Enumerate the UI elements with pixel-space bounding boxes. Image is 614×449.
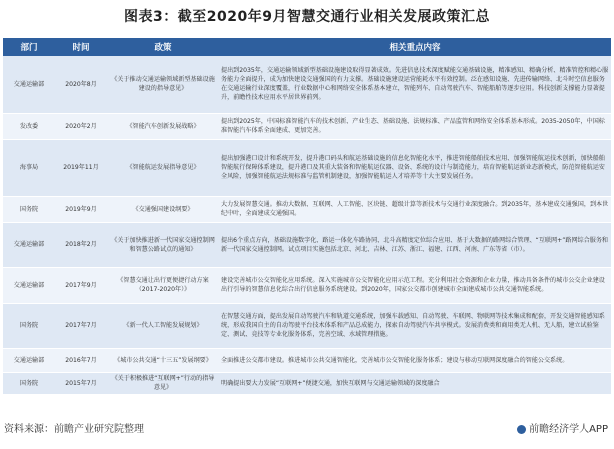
cell-dept: 国务院 [3,303,55,348]
cell-time: 2016年7月 [55,348,107,372]
table-row [3,113,611,139]
cell-dept: 国务院 [3,196,55,222]
cell-content: 在智慧交通方面，提出发展自动驾驶汽车和轨道交通系统，加强车载感知、自动驾驶、车联网、物联网等技术集成和配套，开发交通智能感知系统，形成我国自主的自动驾驶平台技术体系和产品总成能力，探索自动驾驶汽车共享模式。发展消费类和商用类无人机、无人船，建立试验鉴定、测试、竞技等专业化服务体系，完善空域、水域管理措施。 [219,303,611,348]
cell-policy: 《城市公共交通“十三五”发展纲要》 [107,348,219,372]
cell-dept: 交通运输部 [3,267,55,303]
brand-label: 前瞻经济学人APP [529,424,608,435]
cell-time: 2018年2月 [55,222,107,267]
table-row [3,303,611,348]
table-row [3,56,611,113]
table-header-row [3,38,611,56]
cell-policy: 《智慧交通让出行更便捷行动方案（2017-2020年）》 [107,267,219,303]
cell-content: 提出到2025年，中国标准智能汽车的技术创新、产业生态、基础设施、法规标准、产品监管和网络安全体系基本形成。2035-2050年，中国标准智能汽车体系全面建成、更加完善。 [219,113,611,139]
table-row [3,222,611,267]
brand-logo-icon [517,425,526,434]
cell-time: 2019年9月 [55,196,107,222]
cell-content: 明确提出要大力发展“互联网+”便捷交通，加快互联网与交通运输领域的深度融合 [219,372,611,394]
cell-content: 大力发展智慧交通。推动大数据、互联网、人工智能、区块链、超级计算等新技术与交通行业深度融合。到2035年，基本建成交通强国，到本世纪中叶，全面建成交通强国。 [219,196,611,222]
policy-table [3,38,611,395]
cell-policy: 《关于推动交通运输领域新型基础设施建设的指导意见》 [107,56,219,113]
header-content: 相关重点内容 [219,38,611,56]
table-row [3,196,611,222]
page-title: 图表3：截至2020年9月智慧交通行业相关发展政策汇总 [124,9,490,25]
cell-policy: 《关于加快推进新一代国家交通控制网和智慧公路试点的通知》 [107,222,219,267]
cell-time: 2020年8月 [55,56,107,113]
cell-time: 2019年11月 [55,139,107,196]
header-policy: 政策 [107,38,219,56]
cell-time: 2017年9月 [55,267,107,303]
table-row [3,348,611,372]
cell-time: 2017年7月 [55,303,107,348]
header-dept: 部门 [3,38,55,56]
cell-time: 2020年2月 [55,113,107,139]
cell-policy: 《新一代人工智能发展规划》 [107,303,219,348]
table-row [3,139,611,196]
cell-policy: 《关于积极推进“互联网+”行动的指导意见》 [107,372,219,394]
table-row [3,372,611,394]
cell-time: 2015年7月 [55,372,107,394]
cell-dept: 交通运输部 [3,56,55,113]
cell-dept: 发改委 [3,113,55,139]
cell-policy: 《智能汽车创新发展战略》 [107,113,219,139]
cell-policy: 《智能航运发展指导意见》 [107,139,219,196]
brand-credit [517,420,608,435]
cell-dept: 海事局 [3,139,55,196]
cell-content: 全面推进公交都市建设。推进城市公共交通智能化，完善城市公交智能化服务体系；建设与移动互联网深度融合的智能公交系统。 [219,348,611,372]
cell-dept: 交通运输部 [3,348,55,372]
cell-dept: 国务院 [3,372,55,394]
cell-content: 提出加强港口设计和系统开发，提升港口码头和航运基础设施的信息化智能化水平，推进智能船舶技术应用、加强智能航运技术创新，加快船舶智能航行保障体系建设，提升港口及其重大装备和智能航运仪器、设备、系统的设计与制造能力，培育智能航运新业态新模式，防范智能航运安全风险，加强智能航运法规标准与监管机制建设，加强智能航运人才培养等十大主要发展任务。 [219,139,611,196]
cell-content: 提出6个重点方向，基础设施数字化、路运一体化车路协同、北斗高精度定位综合应用、基于大数据的路网综合管理、“互联网+”路网综合服务和新一代国家交通控制网。试点项目实施包括北京、河北、吉林、江苏、浙江、福建、江西、河南、广东等省（市）。 [219,222,611,267]
table-row [3,267,611,303]
cell-content: 建设完善城市公交智能化应用系统。深入实施城市公交智能化应用示范工程。充分利用社会资源和企业力量，推动具备条件的城市公交企业建设出行引导的智慧信息化综合出行信息服务系统建设。到2020年，国家公交都市创建城市全面建成城市公共交通智能系统。 [219,267,611,303]
cell-dept: 交通运输部 [3,222,55,267]
cell-content: 提出到2035年，交通运输领域新型基础设施建设取得显著成效。先进信息技术深度赋能交通基础设施，精准感知、精确分析、精准管控和精心服务能力全面提升，成为加快建设交通强国的有力支撑。基础设施建设运营能耗水平有效控制。泛在感知设施、先进传输网络、北斗时空信息服务在交通运输行业深度覆盖，行业数据中心和网络安全体系基本建立，智能列车、自动驾驶汽车、智能船舶等逐步应用。科技创新支撑能力显著提升，前瞻性技术应用水平居世界前列。 [219,56,611,113]
header-time: 时间 [55,38,107,56]
source-note: 资料来源：前瞻产业研究院整理 [4,424,144,435]
cell-policy: 《交通强国建设纲要》 [107,196,219,222]
